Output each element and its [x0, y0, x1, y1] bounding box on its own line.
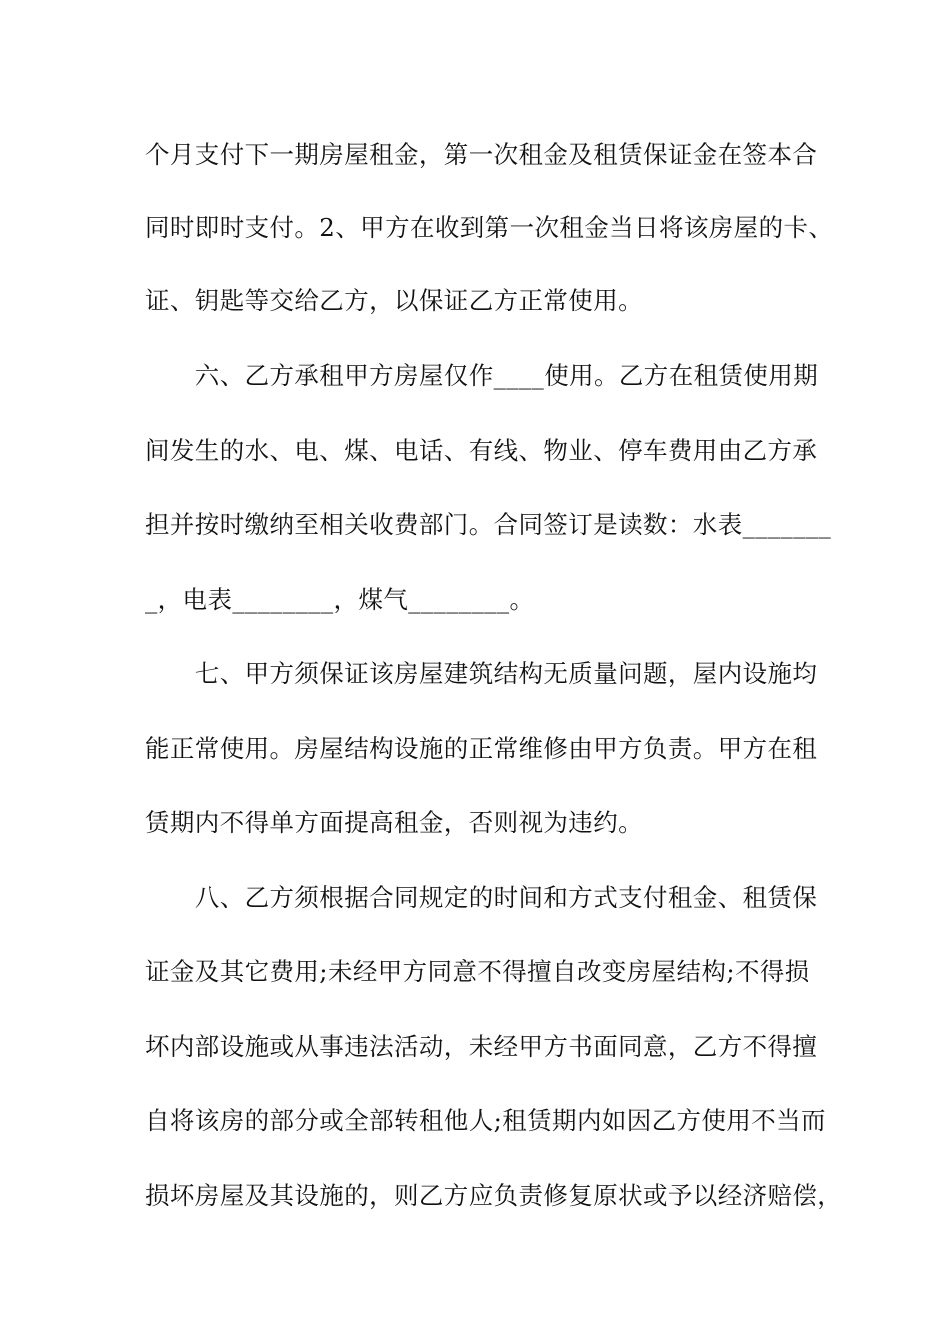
text-line: 证、钥匙等交给乙方，以保证乙方正常使用。	[145, 286, 643, 315]
text-line: 间发生的水、电、煤、电话、有线、物业、停车费用由乙方承	[145, 436, 818, 465]
text-line: 担并按时缴纳至相关收费部门。合同签订是读数：水表_______	[145, 510, 832, 539]
text-line: 坏内部设施或从事违法活动，未经甲方书面同意，乙方不得擅	[145, 1032, 818, 1061]
text-line: _，电表________，煤气________。	[145, 585, 535, 614]
text-line: 赁期内不得单方面提高租金，否则视为违约。	[145, 808, 643, 837]
text-line: 七、甲方须保证该房屋建筑结构无质量问题，屋内设施均	[145, 659, 818, 688]
text-line: 损坏房屋及其设施的，则乙方应负责修复原状或予以经济赔偿，	[145, 1181, 843, 1210]
text-line: 八、乙方须根据合同规定的时间和方式支付租金、租赁保	[145, 883, 818, 912]
text-line: 个月支付下一期房屋租金，第一次租金及租赁保证金在签本合	[145, 140, 818, 169]
text-line: 能正常使用。房屋结构设施的正常维修由甲方负责。甲方在租	[145, 734, 818, 763]
text-line: 证金及其它费用;未经甲方同意不得擅自改变房屋结构;不得损	[145, 957, 810, 986]
text-line: 同时即时支付。2、甲方在收到第一次租金当日将该房屋的卡、	[145, 213, 834, 242]
text-line: 六、乙方承租甲方房屋仅作____使用。乙方在租赁使用期	[145, 361, 819, 390]
text-line: 自将该房的部分或全部转租他人;租赁期内如因乙方使用不当而	[145, 1106, 826, 1135]
